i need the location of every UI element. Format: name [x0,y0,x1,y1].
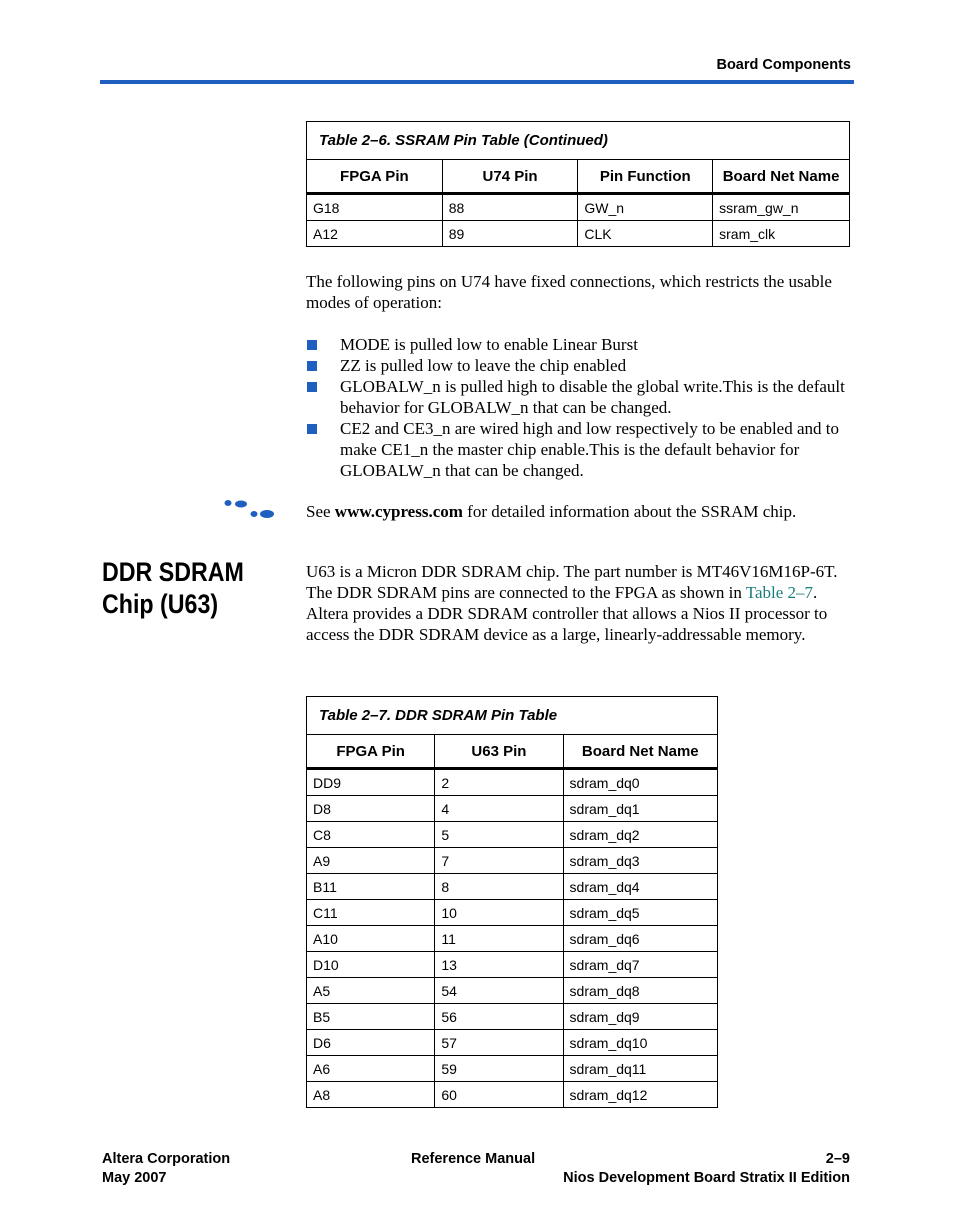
table-cell: 88 [442,194,578,221]
footer-right [563,1150,850,1188]
table-cell: sdram_dq7 [563,952,717,978]
table-cell: CLK [578,221,713,247]
column-header: Board Net Name [563,735,717,769]
table-cell: sdram_dq6 [563,926,717,952]
table-cell: ssram_gw_n [713,194,850,221]
table-row [307,900,718,926]
bullet-square-icon [307,340,317,350]
table-cell: sdram_dq10 [563,1030,717,1056]
list-item [306,355,846,376]
table-cell: C8 [307,822,435,848]
table-cell: sdram_dq1 [563,796,717,822]
table-cell: 7 [435,848,563,874]
table-cell: 56 [435,1004,563,1030]
list-item-text: GLOBALW_n is pulled high to disable the global write.This is the default behavior for GLOBALW_n that can be changed. [340,377,845,417]
table-row [307,194,850,221]
table-cell: sdram_dq3 [563,848,717,874]
table-caption: Table 2–6. SSRAM Pin Table (Continued) [307,122,850,160]
bullet-square-icon [307,382,317,392]
table-cell: sdram_dq8 [563,978,717,1004]
ddr-sdram-pin-table [306,696,718,1108]
bullet-square-icon [307,361,317,371]
page-number: 2–9 [825,1151,850,1167]
table-cell: 10 [435,900,563,926]
list-item-text: MODE is pulled low to enable Linear Burst [340,335,638,354]
note-prefix: See [306,502,335,521]
note-suffix: for detailed information about the SSRAM chip. [462,502,797,521]
heading-line: DDR SDRAM [102,557,244,587]
table-row [307,796,718,822]
table-cell: DD9 [307,769,435,796]
table-row [307,221,850,247]
footer-date: May 2007 [102,1170,167,1186]
table-row [307,822,718,848]
table-row [307,1004,718,1030]
table-cell: B5 [307,1004,435,1030]
list-item [306,334,846,355]
table-cell: sdram_dq0 [563,769,717,796]
column-header: U63 Pin [435,735,563,769]
column-header: FPGA Pin [307,735,435,769]
footprint-note-icon [222,498,276,520]
table-cell: 8 [435,874,563,900]
list-item-text: CE2 and CE3_n are wired high and low respectively to be enabled and to make CE1_n the master chip enable.This is the default behavior for GLOBALW_n that can be changed. [340,419,839,480]
table-cell: 11 [435,926,563,952]
heading-line: Chip (U63) [102,589,219,619]
table-cell: sdram_dq5 [563,900,717,926]
table-row [307,1056,718,1082]
table-cell: D10 [307,952,435,978]
table-cell: A12 [307,221,443,247]
ddr-paragraph [306,561,852,645]
list-item-text: ZZ is pulled low to leave the chip enabled [340,356,627,375]
table-cell: D6 [307,1030,435,1056]
table-cell: D8 [307,796,435,822]
table-cell: sdram_dq12 [563,1082,717,1108]
table-cell: A6 [307,1056,435,1082]
column-header: FPGA Pin [307,160,443,194]
table-cell: B11 [307,874,435,900]
ssram-pin-table [306,121,850,247]
paragraph-text: . Altera provides a DDR SDRAM controller that allows a Nios II processor to access the DDR SDRAM device as a large, linearly-addressable memory. [306,583,828,644]
table-cell: 2 [435,769,563,796]
table-cell: A9 [307,848,435,874]
note-text [306,501,866,522]
table-cell: sdram_dq11 [563,1056,717,1082]
table-cell: G18 [307,194,443,221]
footer-edition: Nios Development Board Stratix II Edition [563,1170,850,1186]
table-cell: 57 [435,1030,563,1056]
table-cell: A10 [307,926,435,952]
header-rule [100,80,854,84]
footer-center: Reference Manual [411,1151,536,1167]
table-cell: sdram_dq9 [563,1004,717,1030]
footer-left [102,1150,230,1188]
bullet-list [306,334,846,481]
table-row [307,1030,718,1056]
paragraph-text: U63 is a Micron DDR SDRAM chip. The part number is MT46V16M16P-6T. The DDR SDRAM pins are connected to the FPGA as shown in [306,562,838,602]
table-cell: 89 [442,221,578,247]
table-row [307,952,718,978]
column-header: Board Net Name [713,160,850,194]
table-cell: 59 [435,1056,563,1082]
table-cell: sram_clk [713,221,850,247]
table-cell: GW_n [578,194,713,221]
table-row [307,874,718,900]
table-cell: 13 [435,952,563,978]
table-row [307,848,718,874]
list-item [306,376,846,418]
running-header: Board Components [716,57,851,73]
intro-paragraph: The following pins on U74 have fixed connections, which restricts the usable modes of operation: [306,272,832,312]
table-cell: 5 [435,822,563,848]
table-row [307,769,718,796]
list-item [306,418,846,481]
table-row [307,1082,718,1108]
table-cell: C11 [307,900,435,926]
table-cell: 54 [435,978,563,1004]
table-cell: A8 [307,1082,435,1108]
table-cell: 60 [435,1082,563,1108]
section-heading [102,556,244,620]
table-cell: sdram_dq4 [563,874,717,900]
column-header: Pin Function [578,160,713,194]
table-row [307,978,718,1004]
table-cell: sdram_dq2 [563,822,717,848]
bullet-square-icon [307,424,317,434]
table-caption: Table 2–7. DDR SDRAM Pin Table [307,697,718,735]
table-cell: A5 [307,978,435,1004]
column-header: U74 Pin [442,160,578,194]
table-cell: 4 [435,796,563,822]
footer-company: Altera Corporation [102,1151,231,1167]
cypress-link[interactable]: www.cypress.com [334,502,463,521]
table-2-7-link[interactable]: Table 2–7 [745,583,814,602]
table-row [307,926,718,952]
